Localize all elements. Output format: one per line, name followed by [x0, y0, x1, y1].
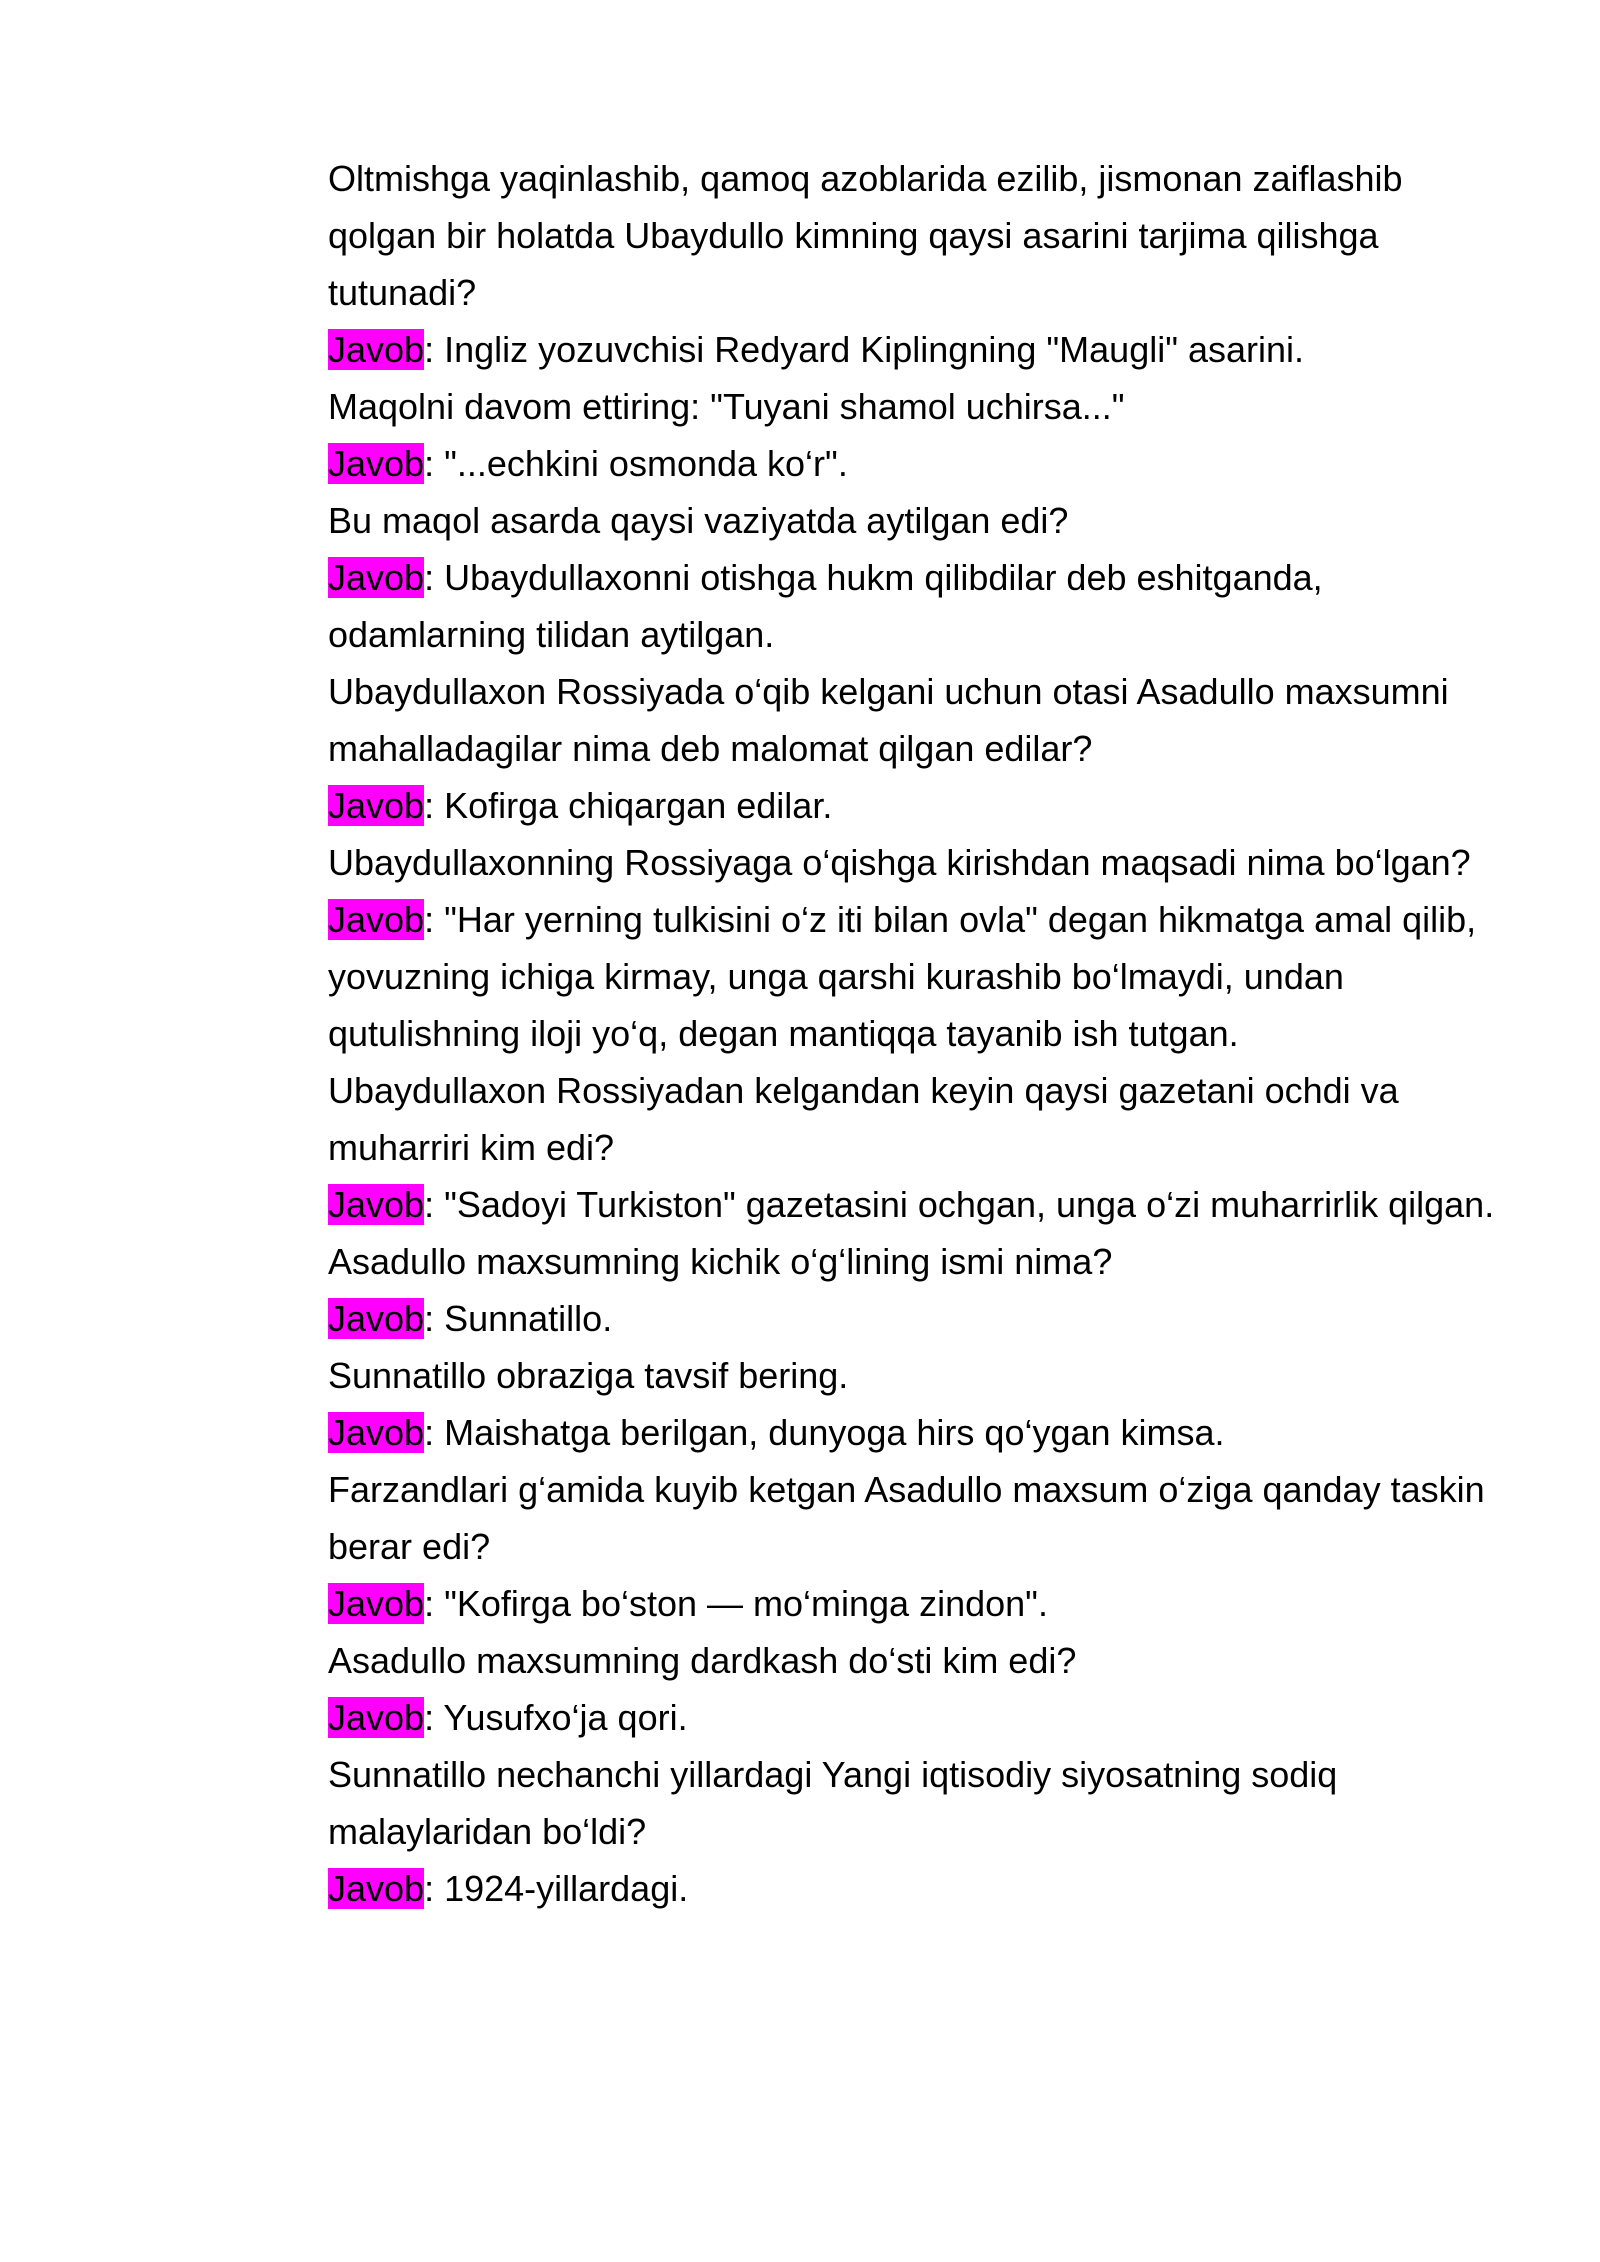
answer-text: : Sunnatillo.: [424, 1298, 613, 1339]
answer-text: : "...echkini osmonda ko‘r".: [424, 443, 848, 484]
question-text: Oltmishga yaqinlashib, qamoq azoblarida ezilib, jismonan zaiflashib qolgan bir holatda Ubaydullo kimning qaysi asarini tarjima qilishga tutunadi?: [328, 158, 1403, 313]
question-text: Farzandlari g‘amida kuyib ketgan Asadullo maxsum o‘ziga qanday taskin berar edi?: [328, 1469, 1485, 1567]
question-text: Maqolni davom ettiring: "Tuyani shamol uchirsa...": [328, 386, 1125, 427]
answer-label: Javob: [328, 899, 425, 940]
answer-line: [328, 1689, 1498, 1746]
answer-line: [328, 1860, 1498, 1917]
answer-line: [328, 891, 1498, 1062]
question-text: Ubaydullaxonning Rossiyaga o‘qishga kirishdan maqsadi nima bo‘lgan?: [328, 842, 1471, 883]
question-text: Sunnatillo nechanchi yillardagi Yangi iqtisodiy siyosatning sodiq malaylaridan bo‘ldi?: [328, 1754, 1338, 1852]
question-text: Asadullo maxsumning dardkash do‘sti kim edi?: [328, 1640, 1077, 1681]
answer-label: Javob: [328, 1184, 425, 1225]
question-text: Bu maqol asarda qaysi vaziyatda aytilgan edi?: [328, 500, 1069, 541]
answer-label: Javob: [328, 1298, 425, 1339]
answer-label: Javob: [328, 557, 425, 598]
answer-label: Javob: [328, 1583, 425, 1624]
answer-label: Javob: [328, 785, 425, 826]
answer-line: [328, 321, 1498, 378]
answer-text: : Ingliz yozuvchisi Redyard Kiplingning "Maugli" asarini.: [424, 329, 1305, 370]
answer-label: Javob: [328, 1868, 425, 1909]
answer-line: [328, 549, 1498, 663]
answer-line: [328, 1290, 1498, 1347]
question-text: Ubaydullaxon Rossiyadan kelgandan keyin qaysi gazetani ochdi va muharriri kim edi?: [328, 1070, 1399, 1168]
answer-text: : "Sadoyi Turkiston" gazetasini ochgan, unga o‘zi muharrirlik qilgan.: [424, 1184, 1495, 1225]
question-text: Sunnatillo obraziga tavsif bering.: [328, 1355, 849, 1396]
question-text: Ubaydullaxon Rossiyada o‘qib kelgani uchun otasi Asadullo maxsumni mahalladagilar nima deb malomat qilgan edilar?: [328, 671, 1449, 769]
answer-line: [328, 1176, 1498, 1233]
answer-text: : "Kofirga bo‘ston — mo‘minga zindon".: [424, 1583, 1048, 1624]
answer-text: : "Har yerning tulkisini o‘z iti bilan ovla" degan hikmatga amal qilib, yovuzning ichiga kirmay, unga qarshi kurashib bo‘lmaydi, undan qutulishning iloji yo‘q, degan mantiqqa tayanib ish tutgan.: [328, 899, 1477, 1054]
answer-text: : 1924-yillardagi.: [424, 1868, 689, 1909]
answer-label: Javob: [328, 329, 425, 370]
answer-text: : Maishatga berilgan, dunyoga hirs qo‘ygan kimsa.: [424, 1412, 1225, 1453]
answer-line: [328, 777, 1498, 834]
answer-label: Javob: [328, 1412, 425, 1453]
answer-line: [328, 435, 1498, 492]
answer-line: [328, 1404, 1498, 1461]
answer-label: Javob: [328, 443, 425, 484]
question-text: Asadullo maxsumning kichik o‘g‘lining ismi nima?: [328, 1241, 1113, 1282]
answer-label: Javob: [328, 1697, 425, 1738]
answer-text: : Ubaydullaxonni otishga hukm qilibdilar deb eshitganda, odamlarning tilidan aytilgan.: [328, 557, 1323, 655]
document-page: [328, 150, 1498, 1917]
answer-text: : Kofirga chiqargan edilar.: [424, 785, 833, 826]
answer-line: [328, 1575, 1498, 1632]
answer-text: : Yusufxo‘ja qori.: [424, 1697, 688, 1738]
